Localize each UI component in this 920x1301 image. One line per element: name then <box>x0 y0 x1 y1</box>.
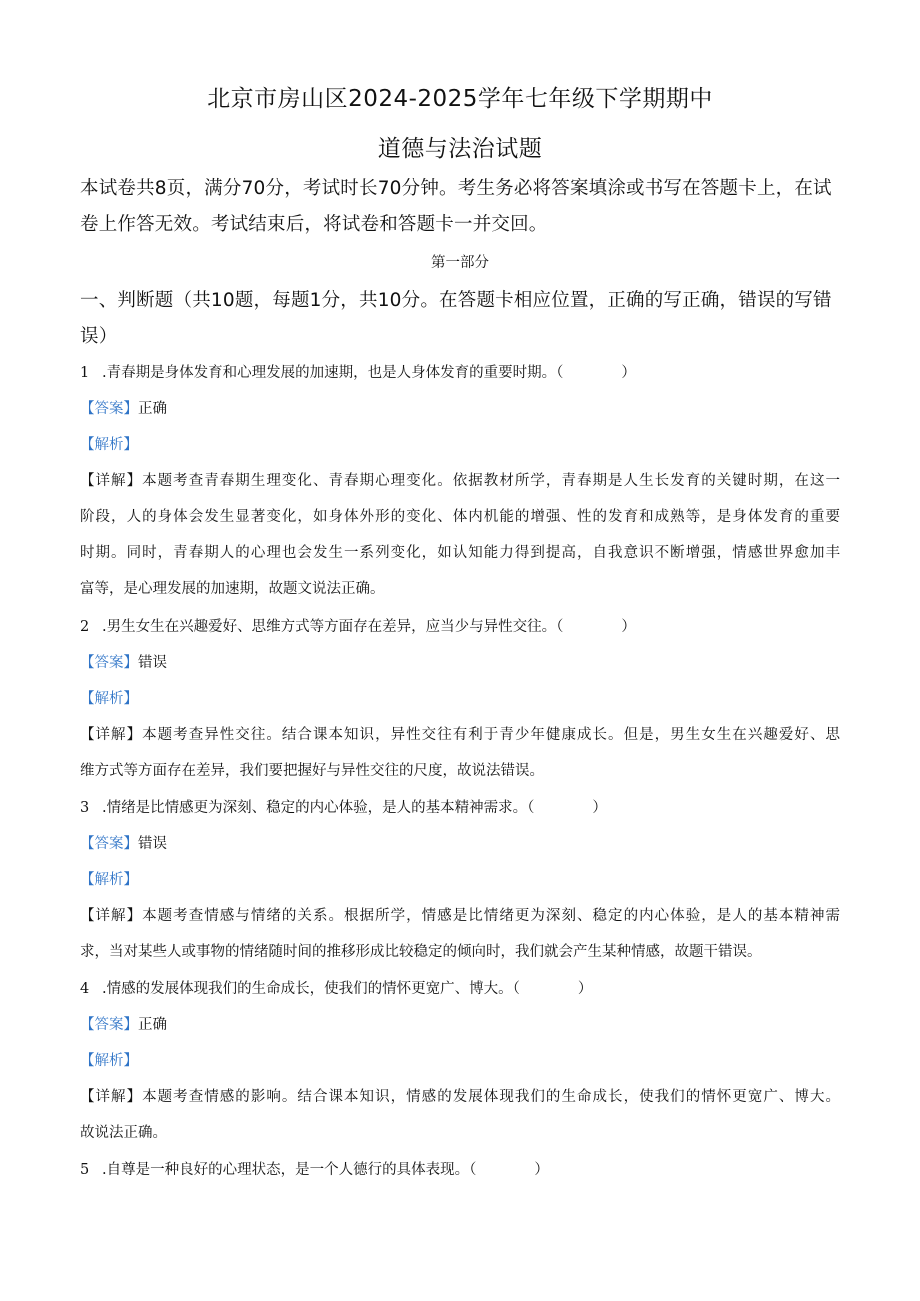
detail-line: 时期。同时，青春期人的心理也会发生一系列变化，如认知能力得到提高，自我意识不断增强，情感世界愈加丰 <box>80 545 840 561</box>
answer-row-4 <box>80 1013 167 1034</box>
answer-row-1 <box>80 397 167 418</box>
answer-label: 【答案】 <box>80 401 138 417</box>
detail-line: 求，当对某些人或事物的情绪随时间的推移形成比较稳定的倾向时，我们就会产生某种情感，故题干错误。 <box>80 944 762 960</box>
question-stem: .情绪是比情感更为深刻、稳定的内心体验，是人的基本精神需求。（ ） <box>102 800 607 816</box>
section-heading-line1: 一、判断题（共10题，每题1分，共10分。在答题卡相应位置，正确的写正确，错误的写错 <box>80 290 832 311</box>
detail-line: 【详解】本题考查情感的影响。结合课本知识，情感的发展体现我们的生命成长，使我们的情怀更宽广、博大。 <box>80 1089 840 1105</box>
question-number: 5 <box>80 1162 90 1178</box>
detail-line: 故说法正确。 <box>80 1125 167 1141</box>
section-heading-line2: 误） <box>80 326 118 347</box>
analysis-label-3: 【解析】 <box>80 872 138 888</box>
answer-value: 正确 <box>138 1017 167 1033</box>
question-number: 1 <box>80 365 90 381</box>
detail-label: 【详解】 <box>80 473 143 489</box>
question-number: 2 <box>80 619 90 635</box>
detail-line: 维方式等方面存在差异，我们要把握好与异性交往的尺度，故说法错误。 <box>80 763 544 779</box>
answer-label: 【答案】 <box>80 655 138 671</box>
question-stem: .自尊是一种良好的心理状态，是一个人德行的具体表现。（ ） <box>102 1162 549 1178</box>
part-label: 第一部分 <box>431 255 489 271</box>
detail-label: 【详解】 <box>80 1089 143 1105</box>
exam-title-line1: 北京市房山区2024-2025学年七年级下学期期中 <box>207 86 713 112</box>
detail-line: 阶段，人的身体会发生显著变化，如身体外形的变化、体内机能的增强、性的发育和成熟等，是身体发育的重要 <box>80 509 840 525</box>
analysis-label-1: 【解析】 <box>80 437 138 453</box>
detail-block-1 <box>80 469 840 613</box>
detail-label: 【详解】 <box>80 908 143 924</box>
answer-label: 【答案】 <box>80 1017 138 1033</box>
detail-line: 【详解】本题考查情感与情绪的关系。根据所学，情感是比情绪更为深刻、稳定的内心体验，是人的基本精神需 <box>80 908 840 924</box>
detail-block-3 <box>80 904 840 976</box>
detail-label: 【详解】 <box>80 727 143 743</box>
exam-title-line2: 道德与法治试题 <box>377 136 543 162</box>
detail-block-4 <box>80 1085 840 1157</box>
question-stem: .青春期是身体发育和心理发展的加速期，也是人身体发育的重要时期。（ ） <box>102 365 636 381</box>
question-3 <box>80 796 607 817</box>
answer-row-2 <box>80 651 167 672</box>
instructions-line1: 本试卷共8页，满分70分，考试时长70分钟。考生务必将答案填涂或书写在答题卡上，在试 <box>80 178 832 199</box>
question-1 <box>80 361 636 382</box>
detail-line: 【详解】本题考查异性交往。结合课本知识，异性交往有利于青少年健康成长。但是，男生女生在兴趣爱好、思 <box>80 727 840 743</box>
detail-line: 【详解】本题考查青春期生理变化、青春期心理变化。依据教材所学，青春期是人生长发育的关键时期，在这一 <box>80 473 840 489</box>
question-number: 3 <box>80 800 90 816</box>
analysis-label-2: 【解析】 <box>80 691 138 707</box>
question-stem: .情感的发展体现我们的生命成长，使我们的情怀更宽广、博大。（ ） <box>102 981 593 997</box>
question-5 <box>80 1158 549 1179</box>
answer-value: 错误 <box>138 655 167 671</box>
question-2 <box>80 615 636 636</box>
question-4 <box>80 977 592 998</box>
answer-row-3 <box>80 832 167 853</box>
answer-value: 错误 <box>138 836 167 852</box>
analysis-label-4: 【解析】 <box>80 1053 138 1069</box>
question-number: 4 <box>80 981 90 997</box>
answer-value: 正确 <box>138 401 167 417</box>
answer-label: 【答案】 <box>80 836 138 852</box>
question-stem: .男生女生在兴趣爱好、思维方式等方面存在差异，应当少与异性交往。（ ） <box>102 619 636 635</box>
instructions-line2: 卷上作答无效。考试结束后，将试卷和答题卡一并交回。 <box>80 214 548 235</box>
detail-block-2 <box>80 723 840 795</box>
detail-line: 富等，是心理发展的加速期，故题文说法正确。 <box>80 581 385 597</box>
